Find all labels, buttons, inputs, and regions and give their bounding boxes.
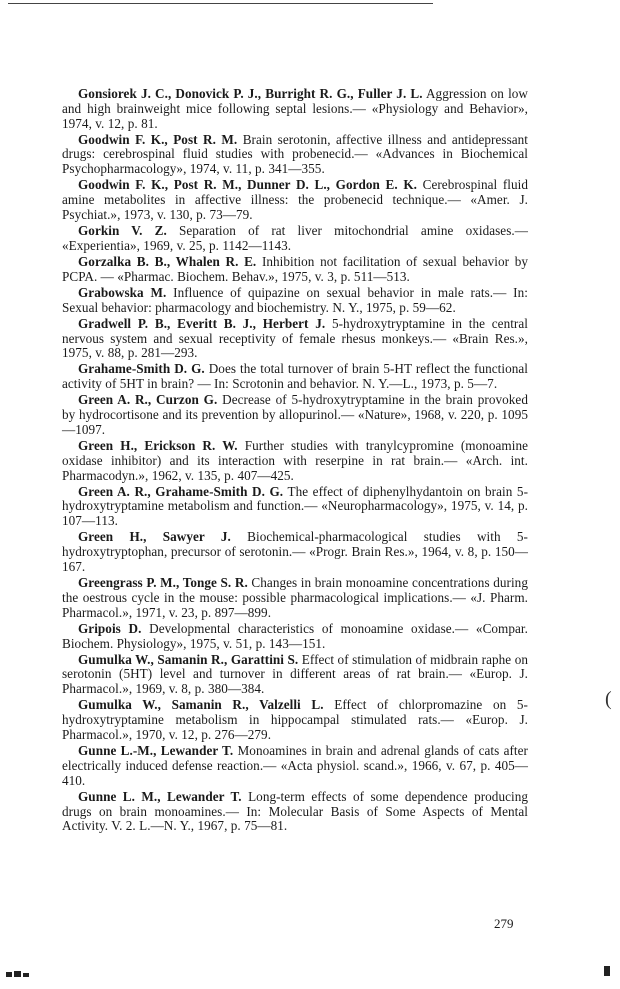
reference-text: Biochemical-pharmacological studies with 5-hydroxytryptophan, precursor of serotonin.— «Progr. Brain Res.», 1964, v. 8, p. 150—167. xyxy=(62,529,528,574)
reference-text: Brain serotonin, affective illness and antidepressant drugs: cerebrospinal fluid studies with probenecid.— «Advances in Biochemical Psychopharmacology», 1974, v. 11, p. 341—355. xyxy=(62,131,529,177)
reference-text: Long-term effects of some dependence producing drugs on brain monoamines.— In: Molecular Basis of Some Aspects of Mental Activity. V. 2. L.—N. Y., 1967, p. 75—81. xyxy=(62,788,528,834)
reference-text: Aggression on low and high brainweight mice following septal lesions.— «Physiology and Behavior», 1974, v. 12, p. 81. xyxy=(62,86,528,131)
reference-authors: Gorkin V. Z. xyxy=(78,223,167,239)
reference-authors: Grabowska M. xyxy=(78,284,167,300)
reference-entry xyxy=(62,530,528,574)
reference-text: Influence of quipazine on sexual behavior in male rats.— In: Sexual behavior: pharmacology and biochemistry. N. Y., 1975, p. 59—62. xyxy=(62,284,528,315)
reference-authors: Gumulka W., Samanin R., Garattini S. xyxy=(78,651,299,667)
reference-text: Inhibition not facilitation of sexual behavior by PCPA. — «Pharmac. Biochem. Behav.», 1975, v. 3, p. 511—513. xyxy=(62,253,528,284)
reference-entry xyxy=(62,317,528,361)
reference-authors: Gonsiorek J. C., Donovick P. J., Burright R. G., Fuller J. L. xyxy=(78,86,423,101)
reference-entry xyxy=(62,87,528,131)
reference-authors: Gradwell P. B., Everitt B. J., Herbert J. xyxy=(78,315,326,331)
reference-authors: Green H., Erickson R. W. xyxy=(78,438,238,453)
reference-authors: Greengrass P. M., Tonge S. R. xyxy=(78,575,248,591)
reference-authors: Gumulka W., Samanin R., Valzelli L. xyxy=(78,697,324,713)
reference-entry xyxy=(62,178,528,222)
reference-entry xyxy=(62,744,528,788)
reference-list xyxy=(62,87,528,835)
reference-authors: Grahame-Smith D. G. xyxy=(78,361,205,377)
reference-entry xyxy=(62,576,528,620)
reference-entry xyxy=(62,622,528,652)
reference-entry xyxy=(62,286,528,316)
reference-text: Effect of stimulation of midbrain raphe on serotonin (5HT) level and turnover in different areas of rat brain.— «Europ. J. Pharmacol.», 1969, v. 8, p. 380—384. xyxy=(62,651,528,697)
reference-authors: Goodwin F. K., Post R. M. xyxy=(78,131,238,147)
reference-text: Effect of chlorpromazine on 5-hydroxytryptamine metabolism in hippocampal stimulated rats.— «Europ. J. Pharmacol.», 1970, v. 12, p. 276—279. xyxy=(62,697,528,742)
reference-text: Changes in brain monoamine concentrations during the oestrous cycle in the mouse: possible pharmacological implications.— «J. Pharm. Pharmacol.», 1971, v. 23, p. 897—899. xyxy=(62,575,528,620)
reference-authors: Goodwin F. K., Post R. M., Dunner D. L., Gordon E. K. xyxy=(78,177,417,193)
reference-text: Monoamines in brain and adrenal glands of cats after electrically induced defense reaction.— «Acta physiol. scand.», 1966, v. 67, p. 405—410. xyxy=(62,743,528,788)
scan-corner-mark xyxy=(6,971,36,977)
reference-text: Developmental characteristics of monoamine oxidase.— «Compar. Biochem. Physiology», 1975, v. 51, p. 143—151. xyxy=(62,620,528,651)
reference-entry xyxy=(62,224,528,254)
reference-text: The effect of diphenylhydantoin on brain 5-hydroxytryptamine metabolism and function.— «Neuropharmacology», 1975, v. 14, p. 107—113. xyxy=(62,483,529,529)
page-number: 279 xyxy=(494,916,514,931)
reference-entry xyxy=(62,790,528,834)
reference-authors: Gripois D. xyxy=(78,620,142,636)
reference-entry xyxy=(62,133,528,177)
reference-authors: Green H., Sawyer J. xyxy=(78,529,231,545)
reference-text: Further studies with tranylcypromine (monoamine oxidase inhibitor) and its interaction with reserpine in rat brain.— «Arch. int. Pharmacodyn.», 1962, v. 135, p. 407—425. xyxy=(62,438,528,483)
reference-entry xyxy=(62,485,528,529)
margin-paren-mark: ( xyxy=(605,688,612,710)
reference-entry xyxy=(62,362,528,392)
reference-text: Cerebrospinal fluid amine metabolites in affective illness: the probenecid technique.— «Amer. J. Psychiat.», 1973, v. 130, p. 73—79. xyxy=(62,177,529,222)
reference-entry xyxy=(62,653,528,697)
reference-text: 5-hydroxytryptamine in the central nervous system and sexual receptivity of female rhesus monkeys.— «Brain Res.», 1975, v. 88, p. 281—293. xyxy=(62,315,528,361)
reference-authors: Green A. R., Grahame-Smith D. G. xyxy=(78,483,284,499)
reference-authors: Gorzalka B. B., Whalen R. E. xyxy=(78,253,257,269)
top-rule xyxy=(8,3,433,4)
scan-corner-mark-right xyxy=(604,966,610,976)
reference-entry xyxy=(62,393,528,437)
reference-authors: Green A. R., Curzon G. xyxy=(78,392,218,408)
reference-text: Decrease of 5-hydroxytryptamine in the brain provoked by hydrocortisone and its prevention by allopurinol.— «Nature», 1968, v. 220, p. 1095—1097. xyxy=(62,392,528,437)
reference-entry xyxy=(62,255,528,285)
reference-text: Separation of rat liver mitochondrial amine oxidases.— «Experientia», 1969, v. 25, p. 1142—1143. xyxy=(62,223,528,253)
reference-text: Does the total turnover of brain 5-HT reflect the functional activity of 5HT in brain? — In: Scrotonin and behavior. N. Y.—L., 1973, p. 5—7. xyxy=(62,361,528,392)
reference-entry xyxy=(62,698,528,742)
reference-authors: Gunne L.-M., Lewander T. xyxy=(78,743,234,759)
reference-authors: Gunne L. M., Lewander T. xyxy=(78,788,242,804)
reference-entry xyxy=(62,439,528,483)
